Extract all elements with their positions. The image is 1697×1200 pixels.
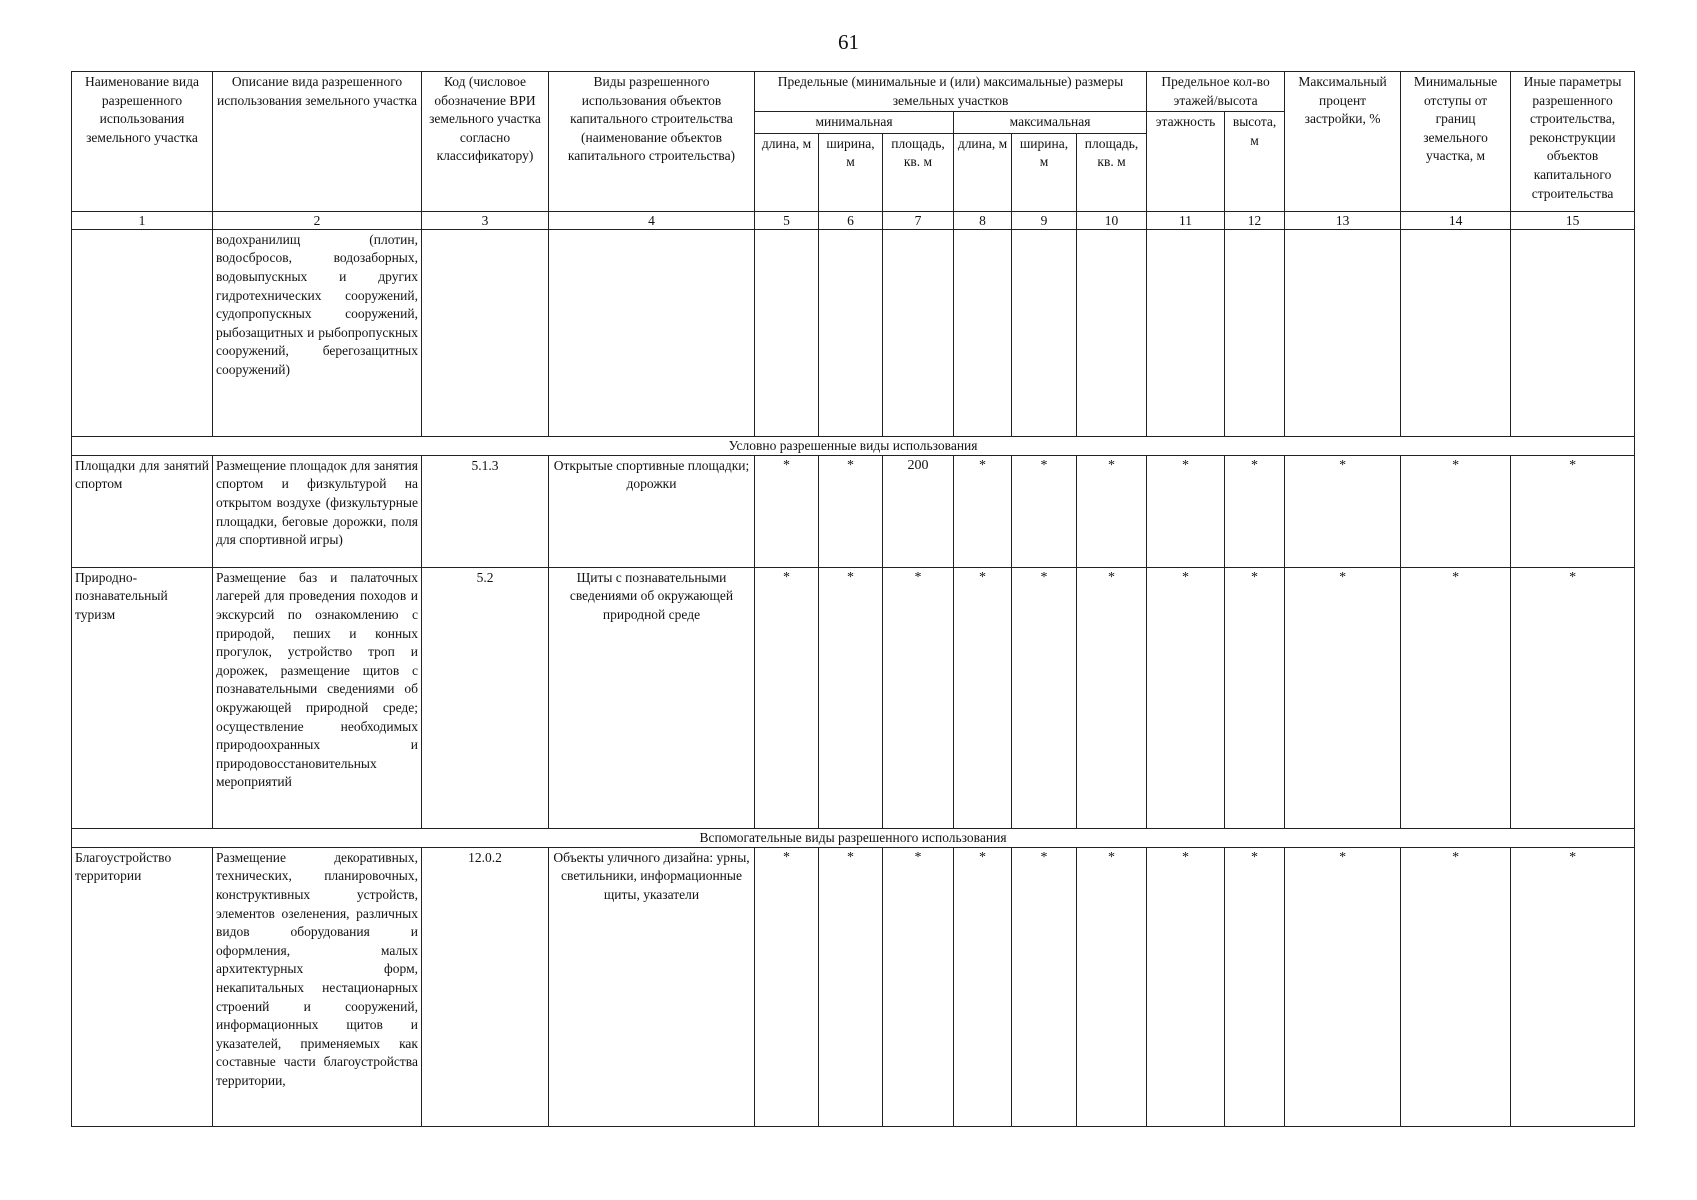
header-minimum: минимальная: [755, 112, 954, 134]
row-min-width: *: [819, 847, 883, 1126]
column-number: 4: [549, 211, 755, 229]
row-min-length: *: [755, 455, 819, 567]
table-row-landscaping: [72, 847, 1635, 1126]
column-number: 11: [1147, 211, 1225, 229]
row-setbacks: *: [1401, 847, 1511, 1126]
row-code: 5.1.3: [422, 455, 549, 567]
column-number: 6: [819, 211, 883, 229]
row-height: *: [1225, 455, 1285, 567]
header-maximum: максимальная: [954, 112, 1147, 134]
row-other-params: *: [1511, 455, 1635, 567]
column-number: 8: [954, 211, 1012, 229]
row-max-length: *: [954, 455, 1012, 567]
header-description: Описание вида разрешенного использования земельного участка: [213, 72, 422, 212]
row-min-width: *: [819, 455, 883, 567]
row-description: Размещение площадок для занятия спортом и физкультурой на открытом воздухе (физкультурные площадки, беговые дорожки, поля для спортивной игры): [213, 455, 422, 567]
column-number: 1: [72, 211, 213, 229]
row-name: Природно-познавательный туризм: [72, 567, 213, 828]
header-setbacks: Минимальные отступы от границ земельного участка, м: [1401, 72, 1511, 212]
column-number: 14: [1401, 211, 1511, 229]
table-row-continuation: [72, 229, 1635, 436]
row-other-params: *: [1511, 847, 1635, 1126]
table-row-tourism: [72, 567, 1635, 828]
header-floors-height: Предельное кол-во этажей/высота: [1147, 72, 1285, 112]
row-name: Благоустройство территории: [72, 847, 213, 1126]
column-number: 13: [1285, 211, 1401, 229]
row-code: 5.2: [422, 567, 549, 828]
column-number: 15: [1511, 211, 1635, 229]
row-name: Площадки для занятий спортом: [72, 455, 213, 567]
row-max-length: *: [954, 847, 1012, 1126]
column-number: 5: [755, 211, 819, 229]
table-row-sports: [72, 455, 1635, 567]
header-plot-sizes: Предельные (минимальные и (или) максимальные) размеры земельных участков: [755, 72, 1147, 112]
land-use-table: [71, 71, 1635, 1127]
row-floors: *: [1147, 455, 1225, 567]
row-max-area: *: [1077, 567, 1147, 828]
section-heading-conditional: Условно разрешенные виды использования: [72, 436, 1635, 455]
column-number: 3: [422, 211, 549, 229]
row-max-percent: *: [1285, 847, 1401, 1126]
row-height: *: [1225, 847, 1285, 1126]
row-description: водохранилищ (плотин, водосбросов, водозаборных, водовыпускных и других гидротехнических сооружений, судопропускных сооружений, рыбозащитных и рыбопропускных сооружений, берегозащитных сооружений): [213, 229, 422, 436]
page-number: 61: [838, 30, 859, 54]
row-objects: Открытые спортивные площадки; дорожки: [549, 455, 755, 567]
column-number: 2: [213, 211, 422, 229]
row-floors: *: [1147, 847, 1225, 1126]
header-max-length: длина, м: [954, 133, 1012, 211]
row-other-params: *: [1511, 567, 1635, 828]
column-number: 10: [1077, 211, 1147, 229]
column-number: 9: [1012, 211, 1077, 229]
column-number: 12: [1225, 211, 1285, 229]
row-max-width: *: [1012, 455, 1077, 567]
row-setbacks: *: [1401, 455, 1511, 567]
header-other-params: Иные параметры разрешенного строительства, реконструкции объектов капитального строительства: [1511, 72, 1635, 212]
row-max-percent: *: [1285, 567, 1401, 828]
row-description: Размещение баз и палаточных лагерей для проведения походов и экскурсий по ознакомлению с природой, пеших и конных прогулок, устройство троп и дорожек, размещение щитов с познавательными сведениями об окружающей природной среде; осуществление необходимых природоохранных и природовосстановительных мероприятий: [213, 567, 422, 828]
header-max-area: площадь, кв. м: [1077, 133, 1147, 211]
row-max-percent: *: [1285, 455, 1401, 567]
row-max-length: *: [954, 567, 1012, 828]
row-max-width: *: [1012, 847, 1077, 1126]
row-objects: Щиты с познавательными сведениями об окружающей природной среде: [549, 567, 755, 828]
column-number: 7: [883, 211, 954, 229]
row-setbacks: *: [1401, 567, 1511, 828]
header-objects: Виды разрешенного использования объектов капитального строительства (наименование объектов капитального строительства): [549, 72, 755, 212]
section-heading-auxiliary: Вспомогательные виды разрешенного использования: [72, 828, 1635, 847]
row-min-length: *: [755, 567, 819, 828]
row-height: *: [1225, 567, 1285, 828]
row-min-area: *: [883, 567, 954, 828]
header-max-percent: Максимальный процент застройки, %: [1285, 72, 1401, 212]
row-min-area: 200: [883, 455, 954, 567]
row-objects: Объекты уличного дизайна: урны, светильники, информационные щиты, указатели: [549, 847, 755, 1126]
header-floors: этажность: [1147, 112, 1225, 212]
header-height: высота, м: [1225, 112, 1285, 212]
row-max-width: *: [1012, 567, 1077, 828]
row-code: 12.0.2: [422, 847, 549, 1126]
header-code: Код (числовое обозначение ВРИ земельного участка согласно классификатору): [422, 72, 549, 212]
row-description: Размещение декоративных, технических, планировочных, конструктивных устройств, элементов озеленения, различных видов оборудования и оформления, малых архитектурных форм, некапитальных нестационарных строений и сооружений, информационных щитов и указателей, применяемых как составные части благоустройства территории,: [213, 847, 422, 1126]
row-max-area: *: [1077, 847, 1147, 1126]
row-min-width: *: [819, 567, 883, 828]
row-min-length: *: [755, 847, 819, 1126]
row-floors: *: [1147, 567, 1225, 828]
column-number-row: [72, 211, 1635, 229]
row-min-area: *: [883, 847, 954, 1126]
row-max-area: *: [1077, 455, 1147, 567]
header-name: Наименование вида разрешенного использования земельного участка: [72, 72, 213, 212]
header-min-length: длина, м: [755, 133, 819, 211]
header-max-width: ширина, м: [1012, 133, 1077, 211]
header-min-area: площадь, кв. м: [883, 133, 954, 211]
header-min-width: ширина, м: [819, 133, 883, 211]
